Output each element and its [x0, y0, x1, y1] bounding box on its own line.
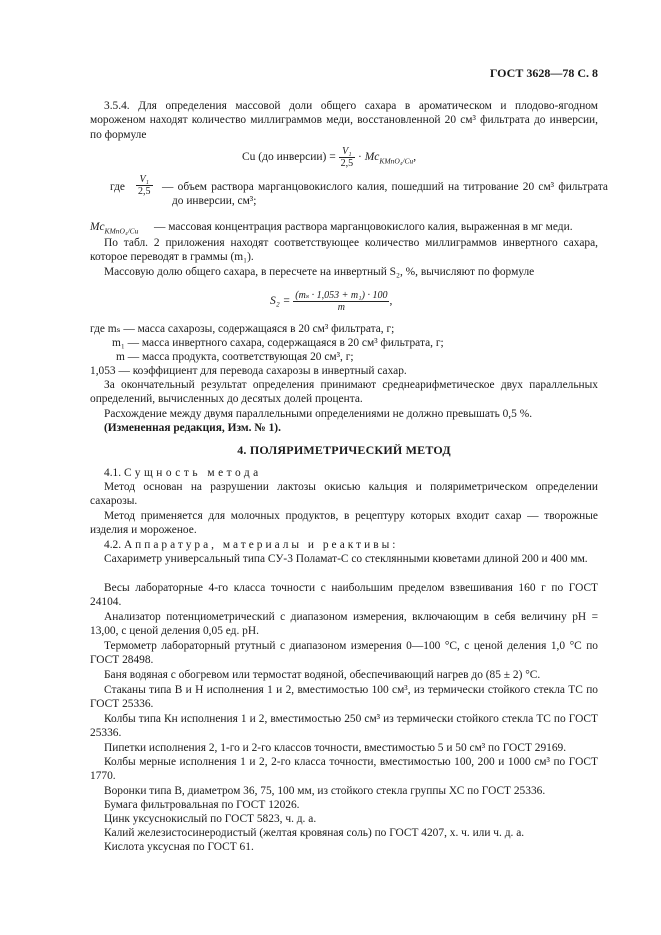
subsection-4-1-title: Сущность метода [123, 467, 262, 479]
item-scales: Весы лабораторные 4-го класса точности с наибольшим пределом взвешивания 160 г по ГОСТ 24104. [90, 582, 598, 609]
subsection-4-2-heading [104, 538, 398, 552]
paragraph-table2: По табл. 2 приложения находят соответствующее количество миллиграммов инвертного сахара, которое переводят в граммы (m₁). [90, 237, 598, 264]
paragraph-4-1-method: Метод основан на разрушении лактозы окисью кальция и поляриметрическом определении сахарозы. [90, 481, 598, 508]
item-beakers: Стаканы типа В и Н исполнения 1 и 2, вместимостью 100 см³, из термически стойкого стекла ТС по ГОСТ 25336. [90, 684, 598, 711]
definition-ms: где mₛ — масса сахарозы, содержащаяся в 20 см³ фильтрата, г; [90, 323, 395, 335]
item-filter-paper: Бумага фильтровальная по ГОСТ 12026. [104, 799, 300, 811]
item-acetic-acid: Кислота уксусная по ГОСТ 61. [104, 841, 254, 853]
item-potassium-ferrocyanide: Калий железистосинеродистый (желтая кровяная соль) по ГОСТ 4207, х. ч. или ч. д. а. [104, 827, 525, 839]
item-pipettes: Пипетки исполнения 2, 1-го и 2-го классов точности, вместимостью 5 и 50 см³ по ГОСТ 29169. [104, 742, 567, 754]
item-thermometer: Термометр лабораторный ртутный с диапазоном измерения 0—100 °С, с ценой деления 1,0 °С по ГОСТ 28498. [90, 640, 598, 667]
subsection-4-1-heading [104, 466, 262, 480]
formula-lhs: Cu (до инверсии) = [242, 151, 336, 164]
formula-denominator: 2,5 [340, 158, 354, 169]
where-numerator: V₁ [136, 174, 153, 186]
formula-copper [242, 146, 416, 169]
formula-s2-denominator: m [337, 302, 345, 313]
formula-mc: Mc [364, 151, 380, 164]
paragraph-discrepancy: Расхождение между двумя параллельными определениями не должно превышать 0,5 %. [104, 408, 533, 420]
formula-numerator: V₁ [339, 146, 356, 158]
where-mc-subscript: KMnO₄/Cu [104, 226, 139, 236]
where-v1-text: — объем раствора марганцовокислого калия, пошедший на титрование 20 см³ фильтрата до инверсии, см³; [162, 181, 608, 208]
formula-mc-subscript: KMnO₄/Cu [379, 156, 414, 166]
where-label: где [110, 181, 125, 193]
paragraph-final-result: За окончательный результат определения принимают среднеарифметическое двух параллельных определений, вычисленных до десятых долей процента. [90, 379, 598, 406]
item-zinc-acetate: Цинк уксуснокислый по ГОСТ 5823, ч. д. а. [104, 813, 317, 825]
item-flasks-kn: Колбы типа Кн исполнения 1 и 2, вместимостью 250 см³ из термически стойкого стекла ТС по ГОСТ 25336. [90, 713, 598, 740]
definition-m1: m₁ — масса инвертного сахара, содержащаяся в 20 см³ фильтрата, г; [112, 337, 444, 349]
item-analyzer: Анализатор потенциометрический с диапазоном измерения, включающим в себя величину рН = 13,00, с ценой деления 0,05 ед. рН. [90, 611, 598, 638]
definition-coefficient: 1,053 — коэффициент для перевода сахарозы в инвертный сахар. [90, 365, 407, 377]
where-denominator: 2,5 [138, 186, 151, 197]
item-volumetric-flasks: Колбы мерные исполнения 1 и 2, 2-го класса точности, вместимостью 100, 200 и 1000 см³ по ГОСТ 1770. [90, 756, 598, 783]
formula-s2-lhs: S₂ = [270, 295, 291, 308]
section-4-title: 4. ПОЛЯРИМЕТРИЧЕСКИЙ МЕТОД [237, 443, 451, 457]
formula-s2-fraction [293, 290, 389, 313]
definition-m: m — масса продукта, соответствующая 20 см³, г; [116, 351, 354, 363]
where-mc-symbol [90, 220, 138, 234]
subsection-4-2-title: Аппаратура, материалы и реактивы: [123, 539, 399, 551]
where-mc-text: — массовая концентрация раствора марганцовокислого калия, выраженная в мг меди. [154, 221, 573, 233]
item-water-bath: Баня водяная с обогревом или термостат водяной, обеспечивающий нагрев до (85 ± 2) °С. [104, 669, 541, 681]
item-saccharimeter: Сахариметр универсальный типа СУ-3 Поламат-С со стеклянными кюветами длиной 200 и 400 мм. [104, 553, 588, 565]
formula-s2-end: , [389, 295, 393, 308]
paragraph-amendment: (Измененная редакция, Изм. № 1). [104, 422, 281, 434]
where-mc: Mc [90, 221, 105, 233]
formula-dot: · [357, 151, 362, 164]
subsection-4-2-number: 4.2. [104, 539, 122, 551]
formula-fraction [339, 146, 356, 169]
formula-s2-numerator: (mₛ · 1,053 + m₁) · 100 [295, 290, 388, 301]
item-funnels: Воронки типа В, диаметром 36, 75, 100 мм, из стойкого стекла группы ХС по ГОСТ 25336. [104, 785, 546, 797]
where-fraction [136, 174, 153, 197]
formula-end: , [413, 151, 417, 164]
page-header: ГОСТ 3628—78 С. 8 [489, 66, 598, 80]
subsection-4-1-number: 4.1. [104, 467, 122, 479]
paragraph-mass-fraction: Массовую долю общего сахара, в пересчете на инвертный S₂, %, вычисляют по формуле [104, 266, 535, 278]
paragraph-4-1-application: Метод применяется для молочных продуктов, в рецептуру которых входит сахар — творожные изделия и мороженое. [90, 510, 598, 537]
formula-s2 [270, 290, 392, 313]
paragraph-3-5-4: 3.5.4. Для определения массовой доли общего сахара в ароматическом и плодово-ягодном мороженом находят количество миллиграммов меди, восстановленной 20 см³ фильтрата до инверсии, по формуле [90, 100, 598, 141]
